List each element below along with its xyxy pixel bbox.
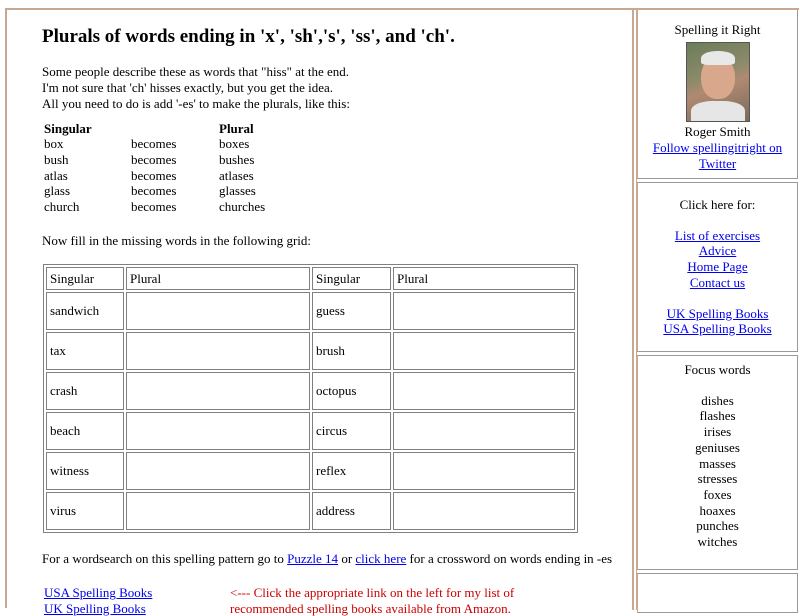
grid-word: guess — [312, 292, 391, 330]
focus-word: irises — [638, 424, 797, 440]
uk-books-link[interactable]: UK Spelling Books — [44, 601, 146, 616]
advice-link[interactable]: Advice — [699, 243, 737, 258]
grid-header-singular: Singular — [46, 267, 124, 290]
usa-spelling-books-link[interactable]: USA Spelling Books — [663, 321, 771, 336]
example-plural: boxes — [217, 136, 299, 152]
focus-word: masses — [638, 456, 797, 472]
list-of-exercises-link[interactable]: List of exercises — [675, 228, 760, 243]
focus-word: stresses — [638, 471, 797, 487]
example-becomes: becomes — [129, 136, 217, 152]
usa-books-link[interactable]: USA Spelling Books — [44, 585, 152, 600]
table-row — [42, 152, 299, 168]
grid-word: reflex — [312, 452, 391, 490]
example-becomes: becomes — [129, 183, 217, 199]
intro-line: Some people describe these as words that "hiss" at the end. — [42, 64, 350, 80]
home-page-link[interactable]: Home Page — [687, 259, 747, 274]
example-becomes: becomes — [129, 167, 217, 183]
grid-word: brush — [312, 332, 391, 370]
table-row — [42, 199, 299, 215]
puzzle-prefix: For a wordsearch on this spelling pattern go to — [42, 551, 287, 566]
click-here-label: Click here for: — [638, 197, 797, 213]
focus-word: punches — [638, 518, 797, 534]
example-singular: atlas — [42, 167, 129, 183]
grid-word: octopus — [312, 372, 391, 410]
focus-word: flashes — [638, 408, 797, 424]
navigation-box — [637, 182, 798, 352]
grid-word: beach — [46, 412, 124, 450]
grid-answer-cell[interactable] — [126, 492, 310, 530]
grid-word: sandwich — [46, 292, 124, 330]
puzzle-middle: or — [338, 551, 355, 566]
grid-answer-cell[interactable] — [393, 372, 575, 410]
example-singular: box — [42, 136, 129, 152]
table-row — [46, 412, 575, 450]
table-row — [42, 167, 299, 183]
grid-answer-cell[interactable] — [126, 332, 310, 370]
puzzle-suffix: for a crossword on words ending in -es — [406, 551, 612, 566]
sidebar — [636, 10, 798, 610]
example-plural: bushes — [217, 152, 299, 168]
book-note — [230, 585, 530, 616]
page-title: Plurals of words ending in 'x', 'sh','s', 'ss', and 'ch'. — [42, 26, 455, 48]
example-becomes: becomes — [129, 199, 217, 215]
sidebar-bottom-box — [637, 573, 798, 613]
fill-instructions: Now fill in the missing words in the following grid: — [42, 233, 311, 249]
main-content — [7, 10, 634, 610]
grid-answer-cell[interactable] — [126, 452, 310, 490]
author-photo — [686, 42, 750, 122]
example-singular: bush — [42, 152, 129, 168]
crossword-link[interactable]: click here — [355, 551, 406, 566]
grid-answer-cell[interactable] — [393, 492, 575, 530]
grid-header-plural: Plural — [393, 267, 575, 290]
focus-words-box — [637, 355, 798, 570]
table-row — [46, 492, 575, 530]
focus-words-title: Focus words — [638, 362, 797, 378]
intro-text — [42, 64, 350, 112]
focus-word: hoaxes — [638, 503, 797, 519]
intro-line: All you need to do is add '-es' to make the plurals, like this: — [42, 96, 350, 112]
grid-answer-cell[interactable] — [393, 332, 575, 370]
grid-word: tax — [46, 332, 124, 370]
focus-word: geniuses — [638, 440, 797, 456]
grid-answer-cell[interactable] — [393, 452, 575, 490]
grid-header-plural: Plural — [126, 267, 310, 290]
table-row — [46, 332, 575, 370]
table-row — [42, 183, 299, 199]
examples-header-singular: Singular — [42, 121, 129, 136]
example-becomes: becomes — [129, 152, 217, 168]
uk-spelling-books-link[interactable]: UK Spelling Books — [667, 306, 769, 321]
grid-word: witness — [46, 452, 124, 490]
intro-line: I'm not sure that 'ch' hisses exactly, but you get the idea. — [42, 80, 350, 96]
puzzle-text — [42, 551, 612, 567]
twitter-link[interactable]: Follow spellingitright on Twitter — [653, 140, 782, 171]
table-row — [42, 136, 299, 152]
author-name: Roger Smith — [638, 124, 797, 140]
table-row — [46, 452, 575, 490]
table-row — [46, 292, 575, 330]
example-plural: glasses — [217, 183, 299, 199]
book-note-line: <--- Click the appropriate link on the left for my list of — [230, 585, 530, 601]
grid-answer-cell[interactable] — [126, 412, 310, 450]
grid-answer-cell[interactable] — [393, 292, 575, 330]
examples-header-plural: Plural — [217, 121, 299, 136]
grid-word: circus — [312, 412, 391, 450]
site-name: Spelling it Right — [638, 22, 797, 38]
grid-word: virus — [46, 492, 124, 530]
focus-word: witches — [638, 534, 797, 550]
grid-answer-cell[interactable] — [126, 292, 310, 330]
grid-answer-cell[interactable] — [393, 412, 575, 450]
focus-word: foxes — [638, 487, 797, 503]
examples-header-blank — [129, 121, 217, 136]
exercise-grid — [43, 264, 578, 533]
puzzle-14-link[interactable]: Puzzle 14 — [287, 551, 338, 566]
grid-answer-cell[interactable] — [126, 372, 310, 410]
author-box — [637, 10, 798, 179]
examples-table — [42, 121, 299, 214]
example-plural: atlases — [217, 167, 299, 183]
example-singular: glass — [42, 183, 129, 199]
grid-header-singular: Singular — [312, 267, 391, 290]
grid-word: address — [312, 492, 391, 530]
book-links — [44, 585, 152, 616]
book-note-line: recommended spelling books available from Amazon. — [230, 601, 530, 616]
table-row — [46, 372, 575, 410]
contact-us-link[interactable]: Contact us — [690, 275, 745, 290]
focus-word: dishes — [638, 393, 797, 409]
example-singular: church — [42, 199, 129, 215]
example-plural: churches — [217, 199, 299, 215]
grid-word: crash — [46, 372, 124, 410]
